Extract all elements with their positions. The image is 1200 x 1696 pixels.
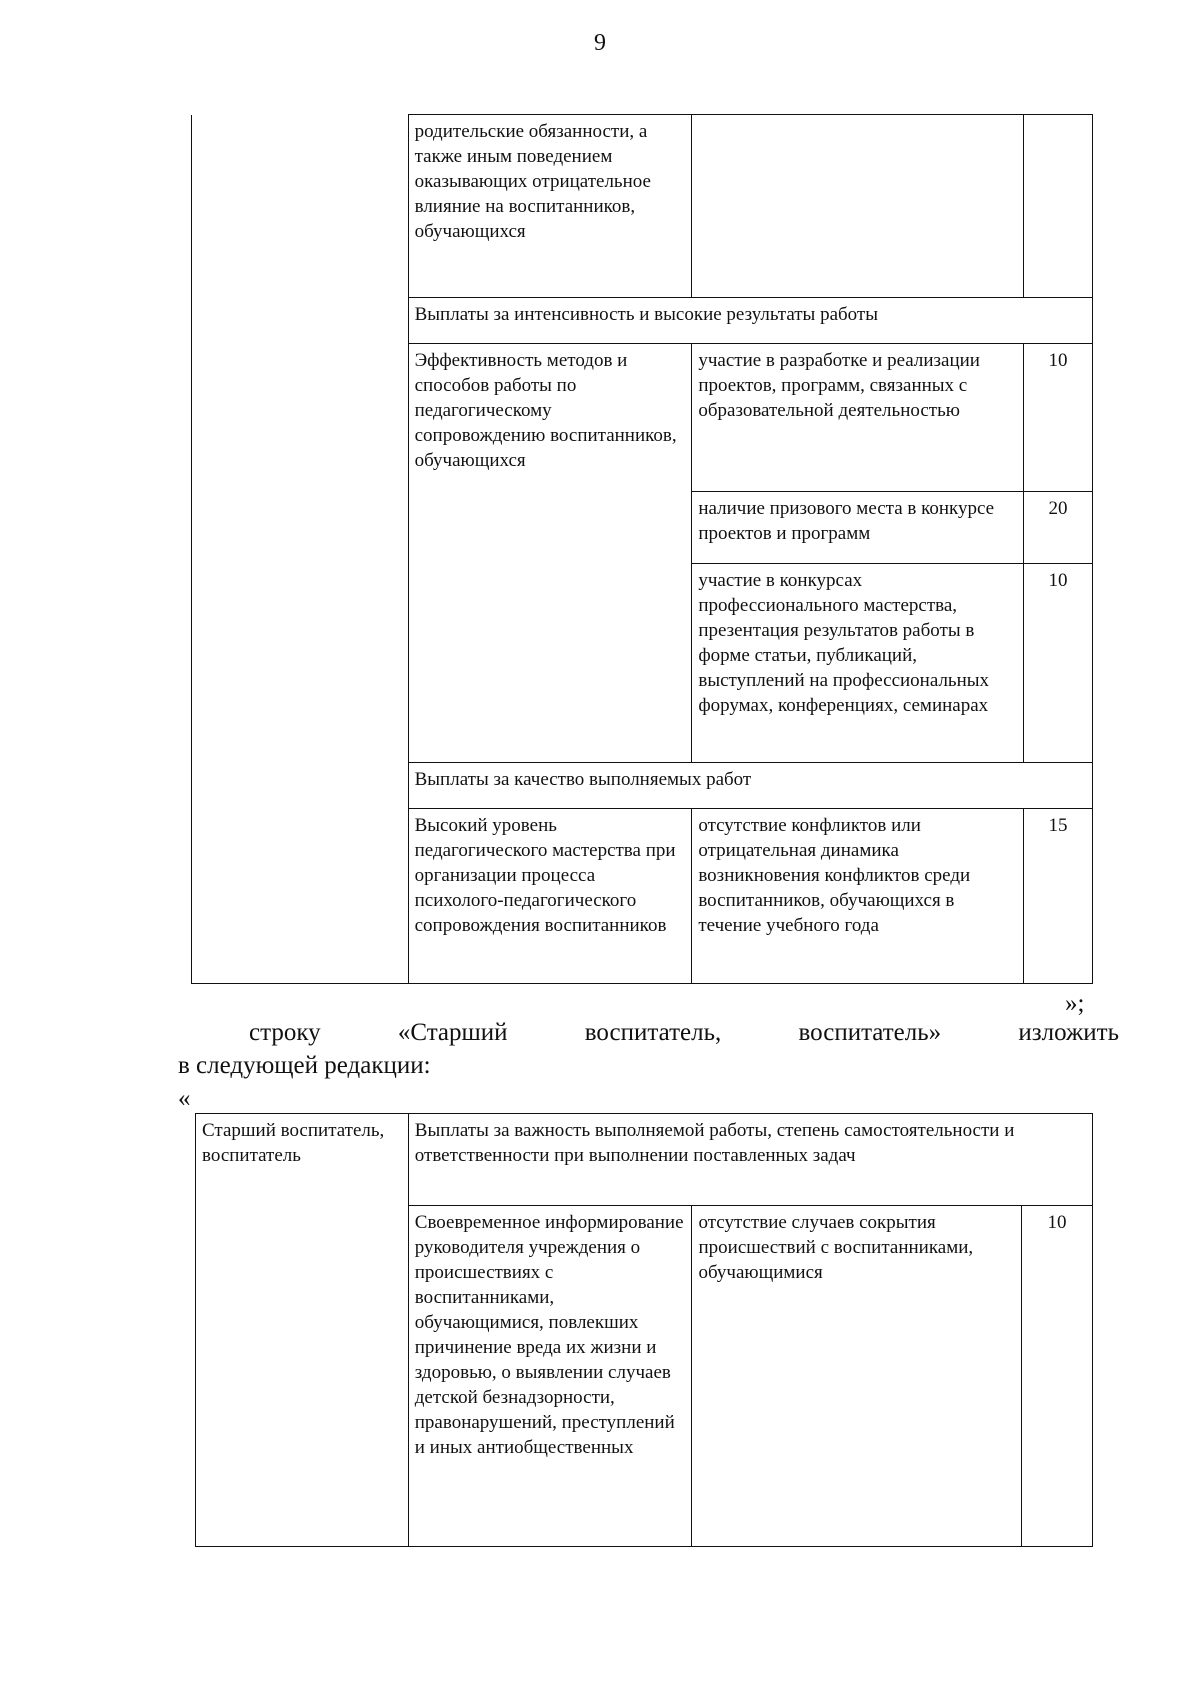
empty-position-cell xyxy=(192,115,409,984)
value-cell xyxy=(1024,115,1093,298)
criterion-cell: Высокий уровень педагогического мастерства при организации процесса психолого-педагогического сопровождения воспитанников xyxy=(408,809,692,984)
criterion-cell: родительские обязанности, а также иным поведением оказывающих отрицательное влияние на воспитанников, обучающихся xyxy=(408,115,692,298)
word: «Старший xyxy=(397,1019,508,1046)
indicator-cell: наличие призового места в конкурсе проектов и программ xyxy=(692,492,1024,564)
criterion-cell: Своевременное информирование руководителя учреждения о происшествиях с воспитанниками, обучающимися, повлекших причинение вреда их жизни и здоровью, о выявлении случаев детской безнадзорности, правонарушений, преступлений и иных антиобщественных xyxy=(408,1206,692,1547)
indicator-cell: отсутствие конфликтов или отрицательная динамика возникновения конфликтов среди воспитанников, обучающихся в течение учебного года xyxy=(692,809,1024,984)
opening-quote: « xyxy=(178,1085,191,1112)
value-cell: 10 xyxy=(1022,1206,1093,1547)
section-heading: Выплаты за интенсивность и высокие результаты работы xyxy=(408,298,1092,344)
page-number: 9 xyxy=(594,30,606,56)
closing-quote: »; xyxy=(1065,990,1085,1017)
indicator-cell: участие в конкурсах профессионального мастерства, презентация результатов работы в форме статьи, публикаций, выступлений на профессиональных форумах, конференциях, семинарах xyxy=(692,564,1024,763)
paragraph-line-2: в следующей редакции: xyxy=(178,1052,431,1079)
value-cell: 15 xyxy=(1024,809,1093,984)
criteria-table-1 xyxy=(191,114,1093,984)
indicator-cell: отсутствие случаев сокрытия происшествий с воспитанниками, обучающимися xyxy=(692,1206,1022,1547)
paragraph-line-1 xyxy=(249,1019,1119,1047)
word: воспитатель, xyxy=(584,1019,722,1046)
value-cell: 20 xyxy=(1024,492,1093,564)
value-cell: 10 xyxy=(1024,564,1093,763)
indicator-cell: участие в разработке и реализации проектов, программ, связанных с образовательной деятельностью xyxy=(692,344,1024,492)
position-cell: Старший воспитатель, воспитатель xyxy=(196,1114,409,1547)
criteria-table-2 xyxy=(195,1113,1093,1547)
section-heading: Выплаты за важность выполняемой работы, степень самостоятельности и ответственности при выполнении поставленных задач xyxy=(408,1114,1092,1206)
value-cell: 10 xyxy=(1024,344,1093,492)
word: изложить xyxy=(1018,1019,1119,1046)
word: воспитатель» xyxy=(798,1019,942,1046)
indicator-cell xyxy=(692,115,1024,298)
word: строку xyxy=(249,1019,321,1046)
criterion-cell: Эффективность методов и способов работы по педагогическому сопровождению воспитанников, обучающихся xyxy=(408,344,692,763)
section-heading: Выплаты за качество выполняемых работ xyxy=(408,763,1092,809)
